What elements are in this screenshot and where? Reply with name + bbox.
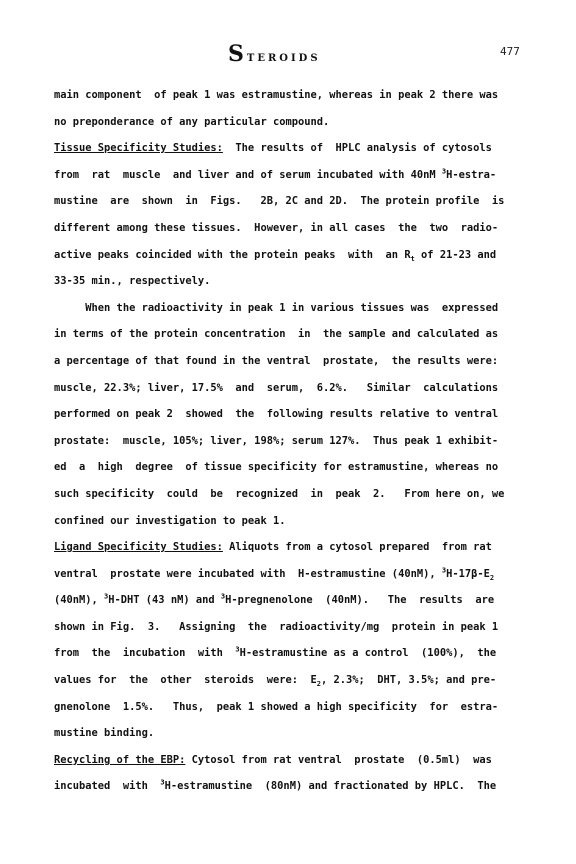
text-line: performed on peak 2 showed the following results relative to ventral <box>54 408 499 421</box>
text-line: 33-35 min., respectively. <box>54 275 211 288</box>
superscript: 3 <box>160 778 165 787</box>
text-run: H-estramustine as a control (100%), the <box>239 647 497 660</box>
text-run: values for the other steroids were: E <box>54 674 317 687</box>
journal-title <box>228 41 321 67</box>
text-run: Cytosol from rat ventral prostate (0.5ml) was <box>185 753 492 766</box>
text-line: prostate: muscle, 105%; liver, 198%; serum 127%. Thus peak 1 exhibit- <box>54 434 499 447</box>
text-line <box>54 667 522 694</box>
text-line: confined our investigation to peak 1. <box>54 514 286 527</box>
text-line <box>54 534 522 561</box>
subscript: t <box>410 254 415 263</box>
text-run: from rat muscle and liver and of serum incubated with 40nM <box>54 168 442 181</box>
text-line: different among these tissues. However, in all cases the two radio- <box>54 221 499 234</box>
text-run: The results of HPLC analysis of cytosols <box>222 142 492 155</box>
superscript: 3 <box>441 566 447 575</box>
text-line: no preponderance of any particular compound. <box>54 115 330 128</box>
text-line: When the radioactivity in peak 1 in various tissues was expressed <box>54 301 499 314</box>
text-line <box>54 747 522 774</box>
text-line <box>54 561 522 588</box>
subscript: 2 <box>316 680 321 689</box>
journal-initial: S <box>228 41 247 67</box>
text-run: H-pregnenolone (40nM). The results are <box>225 594 495 607</box>
text-line: in terms of the protein concentration in the sample and calculated as <box>54 328 499 341</box>
text-line: mustine are shown in Figs. 2B, 2C and 2D. The protein profile is <box>54 195 505 208</box>
text-line <box>54 135 522 162</box>
page-number: 477 <box>500 45 520 58</box>
section-heading-recycling: Recycling of the EBP: <box>54 753 186 766</box>
text-run: H-estramustine (80nM) and fractionated by HPLC. The <box>164 780 497 793</box>
superscript: 3 <box>441 167 447 176</box>
text-line <box>54 587 522 614</box>
text-line <box>54 773 522 800</box>
text-run: (40nM), <box>54 594 105 607</box>
text-run: , 2.3%; DHT, 3.5%; and pre- <box>320 674 497 687</box>
text-line: muscle, 22.3%; liver, 17.5% and serum, 6.2%. Similar calculations <box>54 381 499 394</box>
text-line: shown in Fig. 3. Assigning the radioactivity/mg protein in peak 1 <box>54 620 499 633</box>
text-line: gnenolone 1.5%. Thus, peak 1 showed a high specificity for estra- <box>54 700 499 713</box>
text-line: a percentage of that found in the ventral prostate, the results were: <box>54 354 499 367</box>
superscript: 3 <box>235 646 240 654</box>
text-line <box>54 242 522 269</box>
section-heading-tissue: Tissue Specificity Studies: <box>54 142 223 155</box>
text-line <box>54 162 522 189</box>
journal-rest: TEROIDS <box>246 53 321 64</box>
text-run: from the incubation with <box>54 647 236 660</box>
text-run: incubated with <box>54 780 161 793</box>
text-line: mustine binding. <box>54 727 155 740</box>
body-text <box>54 82 522 800</box>
text-run: H-DHT (43 nM) and <box>108 594 221 607</box>
text-line: ed a high degree of tissue specificity for estramustine, whereas no <box>54 461 499 474</box>
text-run: of 21-23 and <box>414 248 497 261</box>
text-line <box>54 640 522 667</box>
text-run: H-17β-E <box>446 567 490 580</box>
section-heading-ligand: Ligand Specificity Studies: <box>54 541 223 554</box>
superscript: 3 <box>104 592 109 601</box>
text-line: main component of peak 1 was estramustine, whereas in peak 2 there was <box>54 89 499 101</box>
superscript: 3 <box>220 592 226 601</box>
text-run: H-estra- <box>446 168 497 181</box>
text-run: active peaks coincided with the protein peaks with an R <box>54 248 411 261</box>
text-line: such specificity could be recognized in peak 2. From here on, we <box>54 487 505 500</box>
subscript: 2 <box>489 573 495 582</box>
text-run: ventral prostate were incubated with H-estramustine (40nM), <box>54 567 442 580</box>
text-run: Aliquots from a cytosol prepared from rat <box>222 541 492 554</box>
